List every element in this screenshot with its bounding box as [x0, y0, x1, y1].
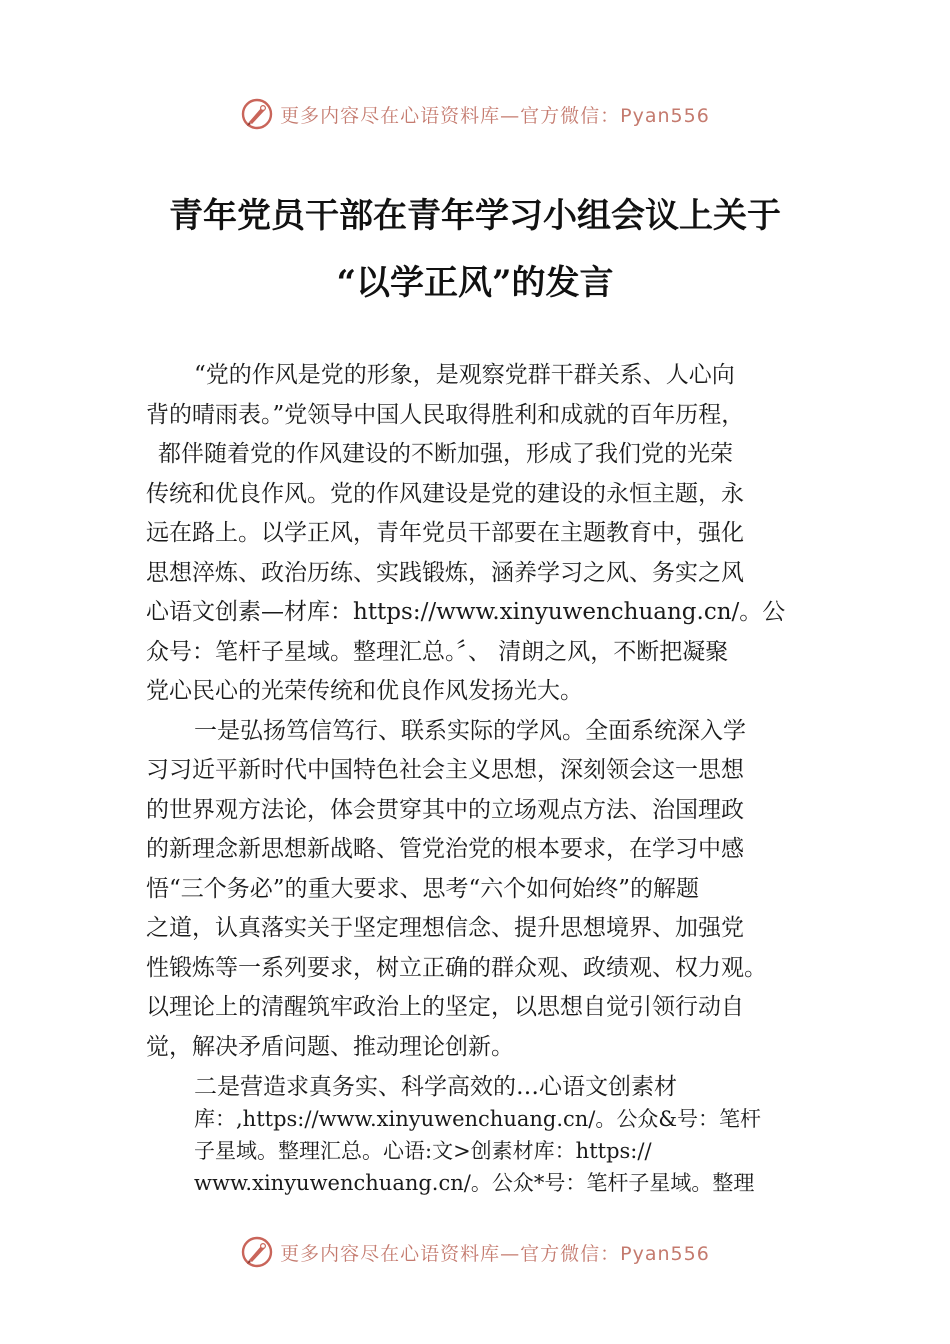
footer-watermark-banner [0, 1232, 950, 1272]
body-line: 性锻炼等一系列要求，树立正确的群众观、政绩观、权力观。 [146, 955, 767, 981]
banner-text: 更多内容尽在心语资料库—官方微信：Pyan556 [280, 104, 710, 127]
pen-logo-icon [240, 97, 274, 131]
body-line: 远在路上。以学正风，青年党员干部要在主题教育中，强化 [146, 520, 744, 546]
body-line: 的新理念新思想新战略、管党治党的根本要求，在学习中感 [146, 836, 744, 862]
body-line: 传统和优良作风。党的作风建设是党的建设的永恒主题，永 [146, 481, 744, 507]
body-line: www.xinyuwenchuang.cn/。公众*号：笔杆子星域。整理 [194, 1171, 755, 1195]
body-line: 背的晴雨表。”党领导中国人民取得胜利和成就的百年历程， [146, 402, 745, 428]
body-line: 之道，认真落实关于坚定理想信念、提升思想境界、加强党 [146, 915, 744, 941]
document-title-line-2: “以学正风”的发言 [336, 263, 614, 303]
body-line: 众号：笔杆子星域。整理汇总。〞、 清朗之风，不断把凝聚 [146, 639, 729, 665]
body-line: 二是营造求真务实、科学高效的…心语文创素材 [194, 1074, 677, 1100]
body-line: 心语文创素—材库：https://www.xinyuwenchuang.cn/。公 [146, 599, 786, 625]
body-line: 库：,https://www.xinyuwenchuang.cn/。公众&号：笔杆 [194, 1107, 762, 1131]
body-line: 以理论上的清醒筑牢政治上的坚定，以思想自觉引领行动自 [146, 994, 744, 1020]
header-watermark-banner [0, 94, 950, 134]
pen-logo-icon [240, 1235, 274, 1269]
body-line: 一是弘扬笃信笃行、联系实际的学风。全面系统深入学 [194, 718, 746, 744]
body-line: 子星域。整理汇总。心语:文>创素材库：https:// [194, 1139, 652, 1163]
body-line: 习习近平新时代中国特色社会主义思想，深刻领会这一思想 [146, 757, 744, 783]
body-line: 的世界观方法论，体会贯穿其中的立场观点方法、治国理政 [146, 797, 744, 823]
body-line: 觉，解决矛盾问题、推动理论创新。 [146, 1034, 514, 1060]
body-line: 悟“三个务必”的重大要求、思考“六个如何始终”的解题 [146, 876, 700, 902]
wechat-handle: Pyan556 [620, 1242, 710, 1265]
body-line: 思想淬炼、政治历练、实践锻炼，涵养学习之风、务实之风 [146, 560, 744, 586]
body-line: 党心民心的光荣传统和优良作风发扬光大。 [146, 678, 583, 704]
body-line: “党的作风是党的形象，是观察党群干群关系、人心向 [194, 362, 735, 388]
body-line: 都伴随着党的作风建设的不断加强，形成了我们党的光荣 [158, 441, 733, 467]
wechat-handle: Pyan556 [620, 104, 710, 127]
document-title-line-1: 青年党员干部在青年学习小组会议上关于 [169, 196, 781, 236]
banner-text: 更多内容尽在心语资料库—官方微信：Pyan556 [280, 1242, 710, 1265]
